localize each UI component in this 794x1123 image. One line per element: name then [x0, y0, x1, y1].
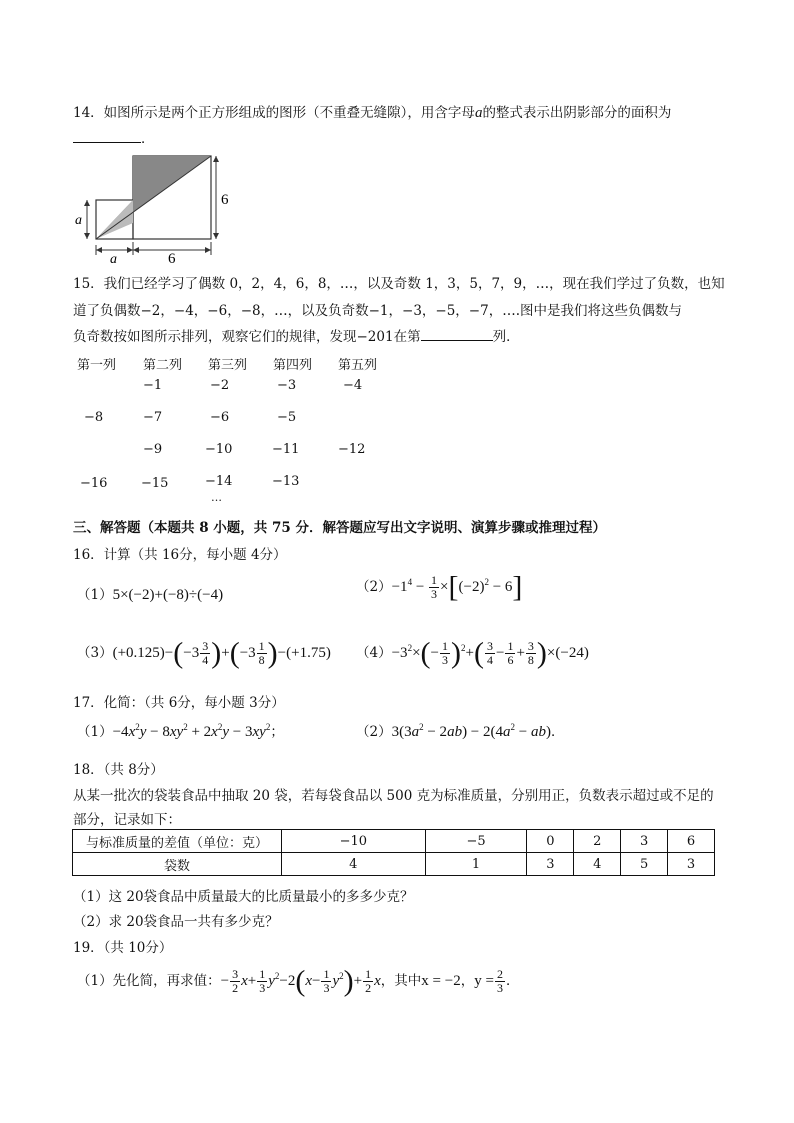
q18-line1: 从某一批次的袋装食品中抽取 20 袋，若每袋食品以 500 克为标准质量，分别用正，负数表示超过或不足的 — [73, 788, 714, 804]
table-cell: 0 — [527, 830, 574, 853]
cell: −10 — [205, 442, 233, 457]
fig-label-6-bottom: 6 — [168, 251, 176, 265]
q18-title: 18．（共 8分） — [73, 762, 164, 778]
q19-title: 19．（共 10分） — [73, 940, 173, 956]
cell: −11 — [272, 442, 300, 457]
table-cell: 1 — [425, 853, 527, 876]
table-row — [73, 853, 715, 876]
cell: −7 — [143, 410, 163, 425]
cell: −2 — [210, 378, 230, 393]
q17-part1: $(1)-4x^2y - 8xy^2 + 2x^2y - 3xy^2$； — [77, 722, 284, 740]
col-header-4: 第四列 — [273, 358, 313, 373]
q17-part2: $(2)3(3a^2 - 2ab) - 2(4a^2 - ab)$． — [356, 722, 565, 740]
cell: −9 — [143, 442, 163, 457]
cell: −1 — [143, 378, 163, 393]
table-cell: 3 — [527, 853, 574, 876]
cell: −15 — [141, 476, 169, 491]
q15-line2: 道了负偶数−2，−4，−6，−8，…，以及负奇数−1，−3，−5，−7，….图中是我们将这些负偶数与 — [73, 303, 682, 319]
fig-label-6-side: 6 — [221, 192, 229, 208]
table-cell: 2 — [574, 830, 621, 853]
col-header-1: 第一列 — [77, 358, 117, 373]
table-cell: −5 — [425, 830, 527, 853]
cell-dots: … — [211, 491, 222, 504]
q16-part1: （1）5×(−2)+(−8)÷(−4) — [77, 587, 224, 603]
fig-label-a-side: a — [75, 213, 82, 228]
q15-line3: 负奇数按如图所示排列，观察它们的规律，发现−201在第 列． — [73, 325, 520, 345]
q14-answer-line: ． — [73, 127, 155, 147]
col-header-3: 第三列 — [208, 358, 248, 373]
q16-part2: $(2)-1^4$ − $\frac{1}{3}$ $\times[(-2)^2 - 6]$ — [356, 570, 523, 604]
q18-table — [72, 829, 715, 876]
cell: −14 — [205, 474, 233, 489]
row-label: 袋数 — [73, 853, 282, 876]
table-cell: 5 — [621, 853, 668, 876]
cell: −6 — [210, 410, 230, 425]
cell: −16 — [80, 476, 108, 491]
q14-text: 14．如图所示是两个正方形组成的图形（不重叠无缝隙），用含字母a的整式表示出阴影部分的面积为 — [73, 105, 672, 121]
q16-part3: （3）(+0.125)−(−3 $\frac{3}{4}$ )+(−3 $\frac{1}{8}$ )−(+1.75) — [77, 636, 331, 670]
table-cell: 4 — [574, 853, 621, 876]
cell: −5 — [277, 410, 297, 425]
table-cell: 3 — [621, 830, 668, 853]
cell: −4 — [343, 378, 363, 393]
q16-title: 16．计算（共 16分，每小题 4分） — [73, 547, 287, 563]
q18-line2: 部分，记录如下： — [73, 812, 181, 828]
row-label: 与标准质量的差值（单位：克） — [73, 830, 282, 853]
q14-figure — [70, 150, 240, 265]
cell: −13 — [272, 474, 300, 489]
q15-line1: 15．我们已经学习了偶数 0，2，4，6，8，…，以及奇数 1，3，5，7，9，…，现在我们学过了负数，也知 — [73, 276, 725, 292]
q18-q1: （1）这 20袋食品中质量最大的比质量最小的多多少克？ — [73, 889, 414, 905]
table-cell: −10 — [282, 830, 426, 853]
table-cell: 3 — [668, 853, 715, 876]
table-cell: 6 — [668, 830, 715, 853]
col-header-2: 第二列 — [143, 358, 183, 373]
q18-q2: （2）求 20袋食品一共有多少克？ — [73, 914, 279, 930]
cell: −3 — [277, 378, 297, 393]
q17-title: 17．化简：（共 6分，每小题 3分） — [73, 695, 285, 711]
table-row — [73, 830, 715, 853]
fig-label-a-bottom: a — [110, 252, 117, 265]
cell: −8 — [84, 410, 104, 425]
q19-part1: （1）先化简，再求值：− $\frac{3}{2}$ x+ $\frac{1}{3}$ $y^2-2(x-$ $\frac{1}{3}$ $y^2)+$ $\frac{1}{2}$ x，其中x = −2，y = $\frac{2}{3}$ ． — [77, 964, 520, 998]
cell: −12 — [338, 442, 366, 457]
q16-part4: $(4)-3^2\times(-$ $\frac{1}{3}$ )$^2$+( $\frac{3}{4}$ − $\frac{1}{6}$ + $\frac{3}{8}$ )×(−24) — [356, 636, 589, 670]
table-cell: 4 — [282, 853, 426, 876]
col-header-5: 第五列 — [338, 358, 378, 373]
section-3-heading: 三、解答题（本题共 8 小题，共 75 分．解答题应写出文字说明、演算步骤或推理过程） — [73, 520, 606, 536]
